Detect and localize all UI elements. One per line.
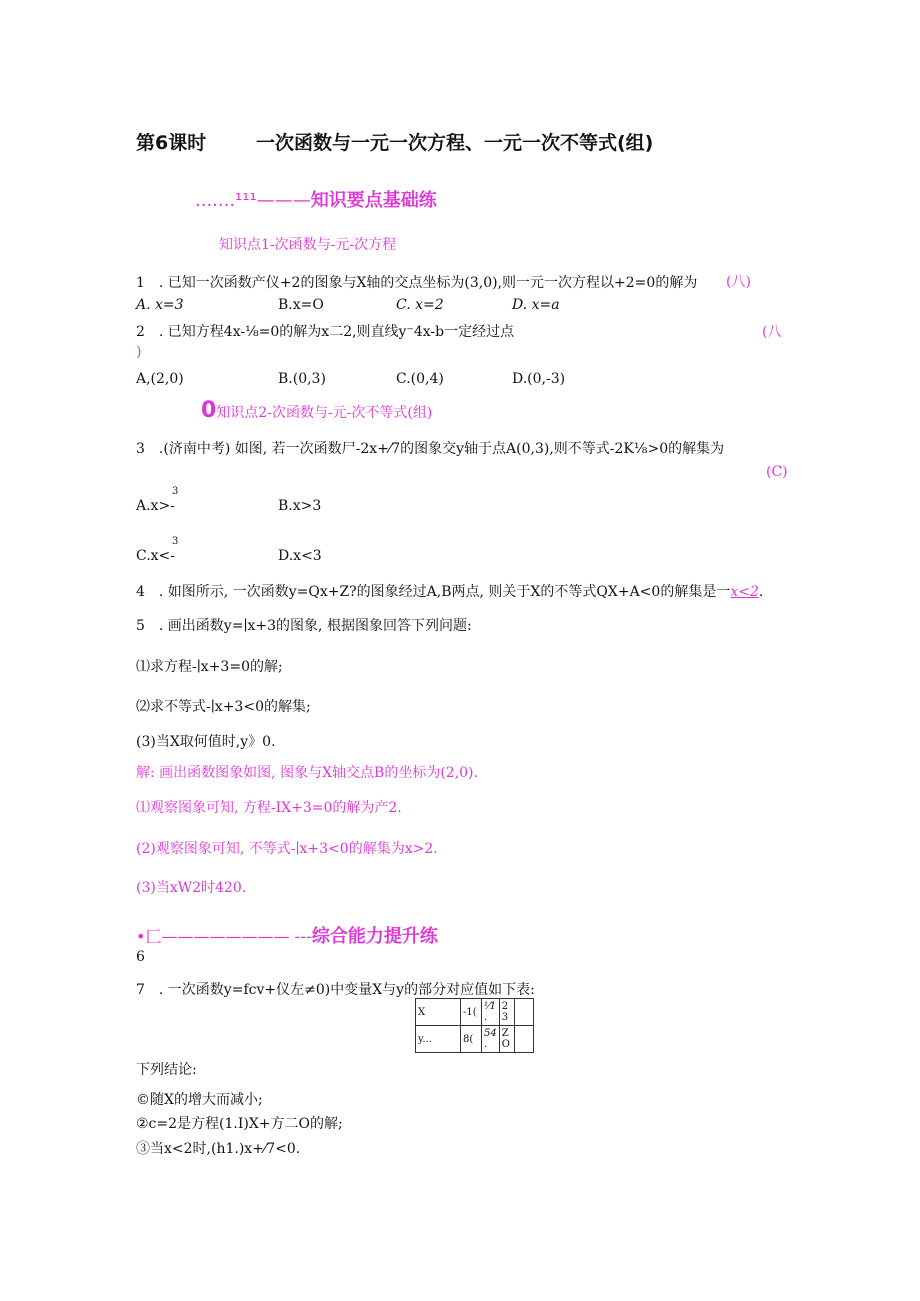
q1-option-d: D. x=a — [512, 297, 560, 313]
q5-part-1: ⑴求方程-∣x+3=0的解; — [136, 659, 283, 675]
q2-option-d: D.(0,-3) — [512, 371, 566, 387]
question-2-stem: 2 . 已知方程4x-⅛=0的解为x二2,则直线y⁻4x-b一定经过点 — [136, 324, 515, 340]
solution-intro: 解: 画出函数图象如图, 图象与X轴交点B的坐标为(2,0). — [136, 765, 478, 781]
section2-label: 综合能力提升练 — [311, 926, 438, 947]
table-cell: X — [416, 999, 461, 1026]
solution-part-3: (3)当xW2时420. — [136, 880, 247, 896]
table-row — [416, 1026, 534, 1053]
q3-option-d: D.x<3 — [278, 548, 322, 564]
table-cell — [514, 999, 533, 1026]
question-1-stem: 1 . 已知一次函数产仪+2的图象与X轴的交点坐标为(3,0),则一元一次方程以+2=0的解为 — [136, 275, 698, 291]
table-cell — [514, 1026, 533, 1053]
knowledge-point-2 — [201, 398, 432, 423]
section-prefix: .......¹¹¹——— — [195, 190, 311, 211]
q5-part-2: ⑵求不等式-∣x+3<0的解集; — [136, 699, 311, 715]
q2-option-b: B.(0,3) — [278, 371, 326, 387]
q3-option-b: B.x>3 — [278, 498, 322, 514]
q5-part-3: (3)当X取何值时,y》0. — [136, 734, 276, 750]
q3-option-a-sup: 3 — [172, 486, 179, 497]
lesson-title: 一次函数与一元一次方程、一元一次不等式(组) — [256, 132, 654, 154]
question-4-answer: x<2 — [730, 584, 759, 600]
question-4-end: . — [758, 584, 764, 600]
table-cell: Z O — [499, 1026, 514, 1053]
table-cell: 2 3 — [499, 999, 514, 1026]
knowledge-point-1: 知识点1-次函数与-元-次方程 — [219, 237, 397, 253]
q2-option-c: C.(0,4) — [396, 371, 444, 387]
table-cell: y... — [416, 1026, 461, 1053]
table-cell: 54 . — [482, 1026, 500, 1053]
question-5-stem: 5 . 画出函数y=∣x+3的图象, 根据图象回答下列问题: — [136, 618, 472, 634]
table-cell: 8( — [461, 1026, 482, 1053]
q2-option-a: A,(2,0) — [136, 371, 184, 387]
question-4 — [136, 581, 763, 601]
q3-option-a: A.x>- — [136, 498, 175, 514]
kp2-label: 知识点2-次函数与-元-次不等式(组) — [216, 405, 433, 421]
question-2-answer-open: (八 — [762, 324, 782, 340]
conclusion-1: ©随X的增大而减小; — [136, 1092, 263, 1108]
solution-part-1: ⑴观察图象可知, 方程-IX+3=0的解为产2. — [136, 800, 402, 816]
conclusion-2: ②c=2是方程(1.I)X+方二O的解; — [136, 1116, 343, 1132]
question-1-answer: (八) — [726, 274, 751, 290]
q3-option-c: C.x<- — [136, 548, 176, 564]
question-3-answer: (C) — [766, 464, 788, 480]
question-6-number: 6 — [136, 949, 145, 965]
question-2-answer-close: ) — [136, 344, 142, 360]
question-4-stem: 4 . 如图所示, 一次函数y=Qx+Z?的图象经过A,B两点, 则关于X的不等式QX+A<0的解集是一 — [136, 584, 731, 600]
lesson-number: 第6课时 — [136, 132, 207, 154]
q1-option-c: C. x=2 — [396, 297, 444, 313]
table-cell: ⅟1 . — [482, 999, 500, 1026]
section-label: 知识要点基础练 — [310, 190, 437, 211]
conclusions-label: 下列结论: — [136, 1062, 197, 1078]
value-table — [415, 998, 534, 1053]
solution-part-2: (2)观察图象可知, 不等式-∣x+3<0的解集为x>2. — [136, 841, 438, 857]
q1-option-b: B.x=O — [278, 297, 324, 313]
q1-option-a: A. x=3 — [136, 297, 184, 313]
table-row — [416, 999, 534, 1026]
conclusion-3: ③当x<2时,(h1.)x+⁄7<0. — [136, 1141, 301, 1157]
q3-option-c-sup: 3 — [172, 536, 179, 547]
kp2-mark: 0 — [201, 398, 217, 423]
table-cell: -1( — [461, 999, 482, 1026]
question-3-stem: 3 .(济南中考) 如图, 若一次函数尸-2x+⁄7的图象交y轴于点A(0,3),则不等式-2K⅛>0的解集为 — [136, 441, 725, 457]
section-header-basic — [195, 186, 437, 212]
question-7-stem: 7 . 一次函数y=fcv+仪左≠0)中变量X与y的部分对应值如下表: — [136, 982, 535, 998]
section-header-advanced — [136, 922, 438, 948]
section2-prefix: •匚———————— --- — [136, 927, 312, 946]
